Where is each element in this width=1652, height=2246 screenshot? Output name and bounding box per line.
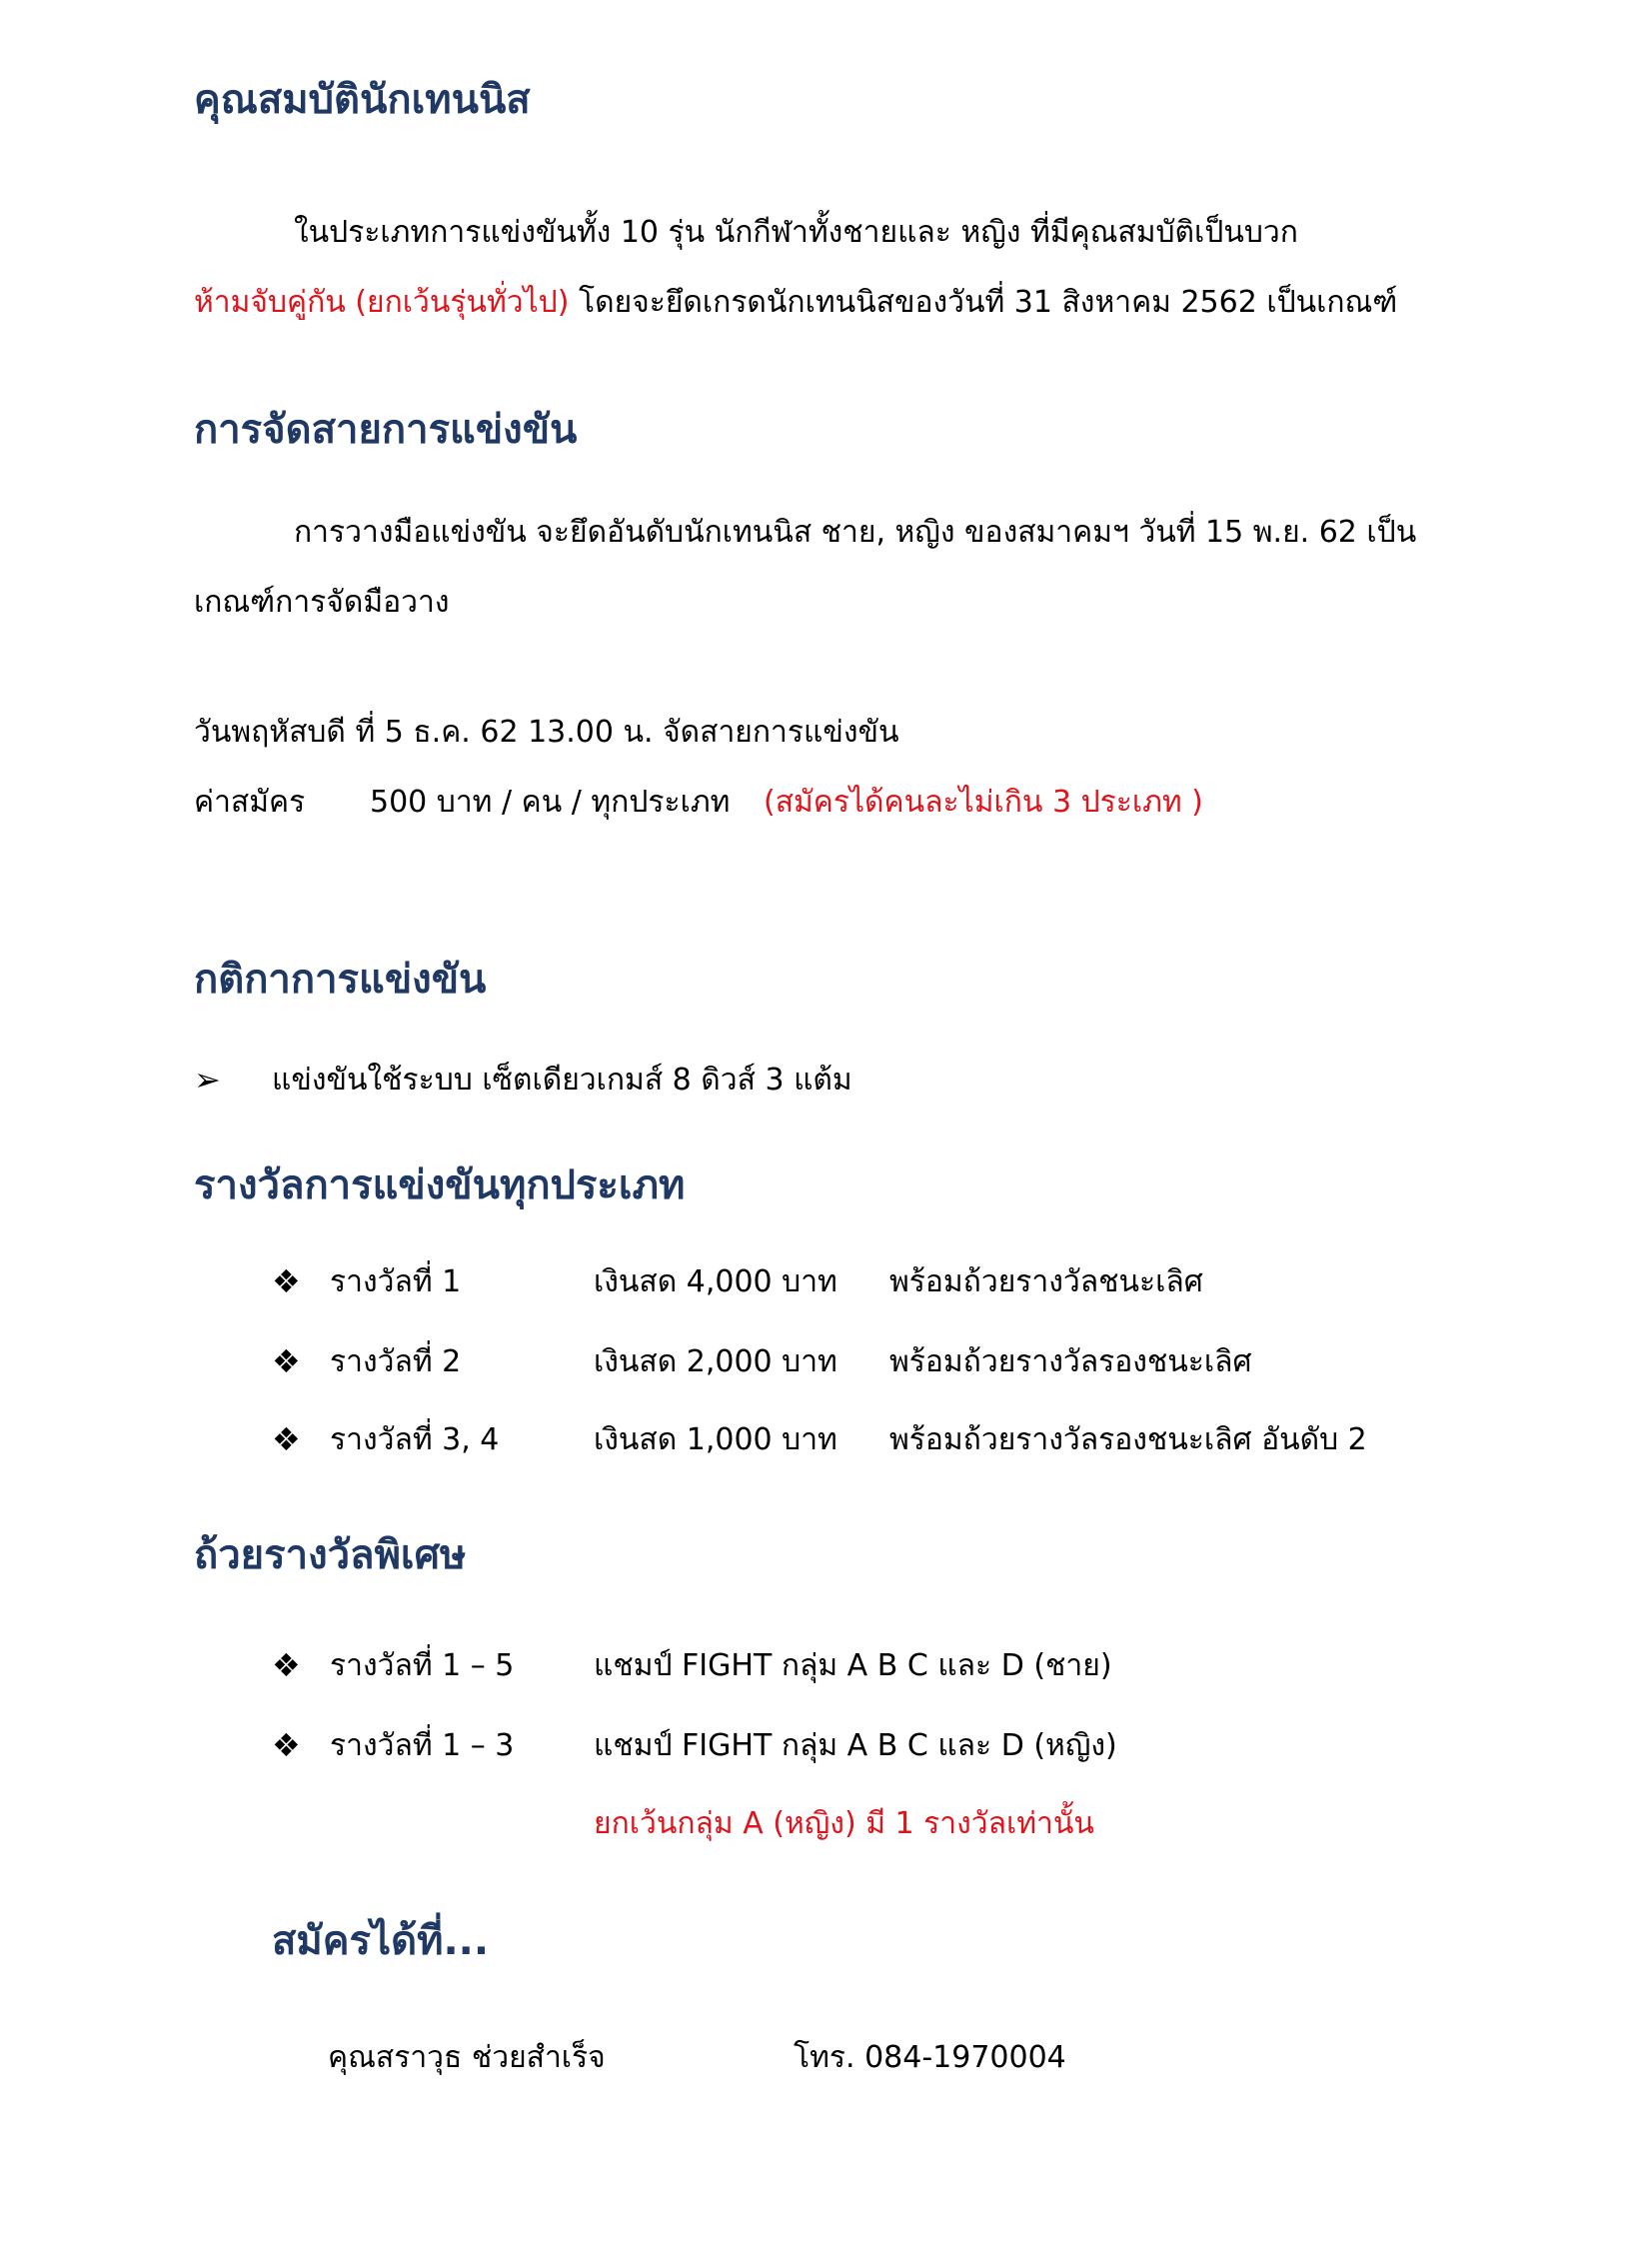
diamond-bullet-icon: ❖ xyxy=(272,1342,301,1380)
draw-heading: การจัดสายการแข่งขัน xyxy=(194,407,578,453)
rules-heading: กติกาการแข่งขัน xyxy=(194,957,487,1003)
prize-cash: เงินสด 1,000 บาท xyxy=(594,1422,837,1457)
special-place: รางวัลที่ 1 – 5 xyxy=(330,1648,515,1683)
special-place: รางวัลที่ 1 – 3 xyxy=(330,1728,515,1763)
prize-trophy: พร้อมถ้วยรางวัลรองชนะเลิศ อันดับ 2 xyxy=(889,1422,1367,1457)
diamond-bullet-icon: ❖ xyxy=(272,1646,301,1684)
no-pairing-note: ห้ามจับคู่กัน (ยกเว้นรุ่นทั่วไป) xyxy=(194,285,570,320)
prize-cash: เงินสด 4,000 บาท xyxy=(594,1264,837,1299)
draw-line-1: การวางมือแข่งขัน จะยึดอันดับนักเทนนิส ชาย, หญิง ของสมาคมฯ วันที่ 15 พ.ย. 62 เป็น xyxy=(294,515,1417,550)
entry-fee-label: ค่าสมัคร xyxy=(194,785,306,820)
qualification-line-1: ในประเภทการแข่งขันทั้ง 10 รุ่น นักกีฬาทั้งชายและ หญิง ที่มีคุณสมบัติเป็นบวก xyxy=(294,215,1298,250)
entry-fee-value: 500 บาท / คน / ทุกประเภท xyxy=(370,785,731,820)
arrow-bullet-icon: ➢ xyxy=(194,1061,221,1099)
special-desc: แชมป์ FIGHT กลุ่ม A B C และ D (ชาย) xyxy=(594,1648,1112,1683)
prizes-heading: รางวัลการแข่งขันทุกประเภท xyxy=(194,1162,686,1208)
prize-cash: เงินสด 2,000 บาท xyxy=(594,1344,837,1379)
qualification-line-2 xyxy=(194,285,1398,320)
contact-heading: สมัครได้ที่... xyxy=(272,1918,490,1964)
prize-trophy: พร้อมถ้วยรางวัลรองชนะเลิศ xyxy=(889,1344,1252,1379)
draw-line-2: เกณฑ์การจัดมือวาง xyxy=(194,585,450,620)
diamond-bullet-icon: ❖ xyxy=(272,1420,301,1458)
special-exception-note: ยกเว้นกลุ่ม A (หญิง) มี 1 รางวัลเท่านั้น xyxy=(594,1806,1094,1841)
prize-trophy: พร้อมถ้วยรางวัลชนะเลิศ xyxy=(889,1264,1203,1299)
contact-phone: โทร. 084-1970004 xyxy=(794,2040,1066,2075)
prize-place: รางวัลที่ 1 xyxy=(330,1264,462,1299)
special-trophy-heading: ถ้วยรางวัลพิเศษ xyxy=(194,1532,467,1578)
grade-date-text: โดยจะยึดเกรดนักเทนนิสของวันที่ 31 สิงหาคม 2562 เป็นเกณฑ์ xyxy=(569,285,1398,320)
rules-item: แข่งขันใช้ระบบ เซ็ตเดียวเกมส์ 8 ดิวส์ 3 แต้ม xyxy=(272,1063,852,1098)
contact-name: คุณสราวุธ ช่วยสำเร็จ xyxy=(328,2040,606,2075)
prize-place: รางวัลที่ 2 xyxy=(330,1344,462,1379)
qualification-heading: คุณสมบัตินักเทนนิส xyxy=(194,77,531,123)
draw-schedule: วันพฤหัสบดี ที่ 5 ธ.ค. 62 13.00 น. จัดสายการแข่งขัน xyxy=(194,715,899,750)
entry-limit-note: (สมัครได้คนละไม่เกิน 3 ประเภท ) xyxy=(764,785,1203,820)
diamond-bullet-icon: ❖ xyxy=(272,1262,301,1300)
special-desc: แชมป์ FIGHT กลุ่ม A B C และ D (หญิง) xyxy=(594,1728,1117,1763)
prize-place: รางวัลที่ 3, 4 xyxy=(330,1422,500,1457)
diamond-bullet-icon: ❖ xyxy=(272,1726,301,1764)
